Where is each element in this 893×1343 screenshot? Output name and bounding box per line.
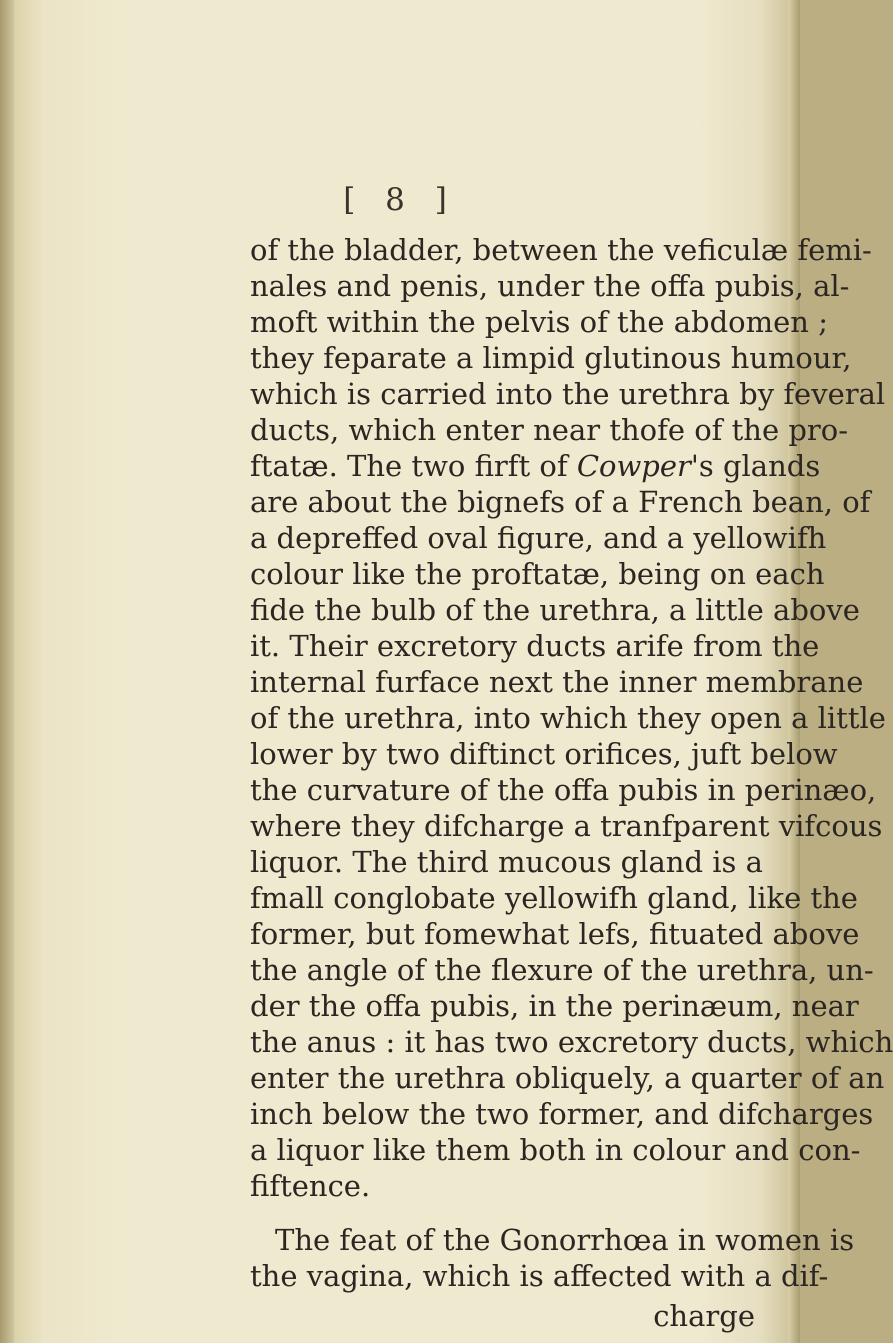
text-line: moft within the pelvis of the abdomen ; — [250, 305, 828, 339]
text-line: fide the bulb of the urethra, a little above — [250, 593, 860, 627]
text-line: liquor. The third mucous gland is a — [250, 845, 763, 879]
text-line: colour like the proftatæ, being on each — [250, 557, 825, 591]
catchword: charge — [653, 1299, 755, 1333]
text-line: ftatæ. The two firft of Cowper's glands — [250, 449, 821, 483]
text-line: of the urethra, into which they open a little — [250, 701, 886, 735]
text-line: they feparate a limpid glutinous humour, — [250, 341, 852, 375]
text-line: inch below the two former, and difcharges — [250, 1097, 874, 1131]
text-line: a depreffed oval figure, and a yellowifh — [250, 521, 827, 555]
text-line: of the bladder, between the veficulæ femi- — [250, 233, 872, 267]
text-line: lower by two diftinct orifices, juft below — [250, 737, 838, 771]
text-line: where they difcharge a tranfparent vifcous — [250, 809, 883, 843]
text-line: it. Their excretory ducts arife from the — [250, 629, 820, 663]
text-line: the anus : it has two excretory ducts, which — [250, 1025, 893, 1059]
text-line: nales and penis, under the offa pubis, al- — [250, 269, 850, 303]
text-line: the curvature of the offa pubis in perinæo, — [250, 773, 877, 807]
page-number: [ 8 ] — [343, 182, 457, 218]
text-line: fmall conglobate yellowifh gland, like the — [250, 881, 858, 915]
text-line: ducts, which enter near thofe of the pro- — [250, 413, 849, 447]
text-line: which is carried into the urethra by feveral — [250, 377, 886, 411]
text-line: fiftence. — [250, 1169, 371, 1203]
text-line: a liquor like them both in colour and con- — [250, 1133, 861, 1167]
text-line: the vagina, which is affected with a dif- — [250, 1259, 829, 1293]
text-line: are about the bignefs of a French bean, of — [250, 485, 871, 519]
text-line: enter the urethra obliquely, a quarter of an — [250, 1061, 885, 1095]
text-line: the angle of the flexure of the urethra, un- — [250, 953, 874, 987]
text-line: der the offa pubis, in the perinæum, near — [250, 989, 859, 1023]
text-line: internal furface next the inner membrane — [250, 665, 864, 699]
text-line: former, but fomewhat lefs, fituated above — [250, 917, 860, 951]
text-line: The feat of the Gonorrhœa in women is — [275, 1223, 855, 1257]
